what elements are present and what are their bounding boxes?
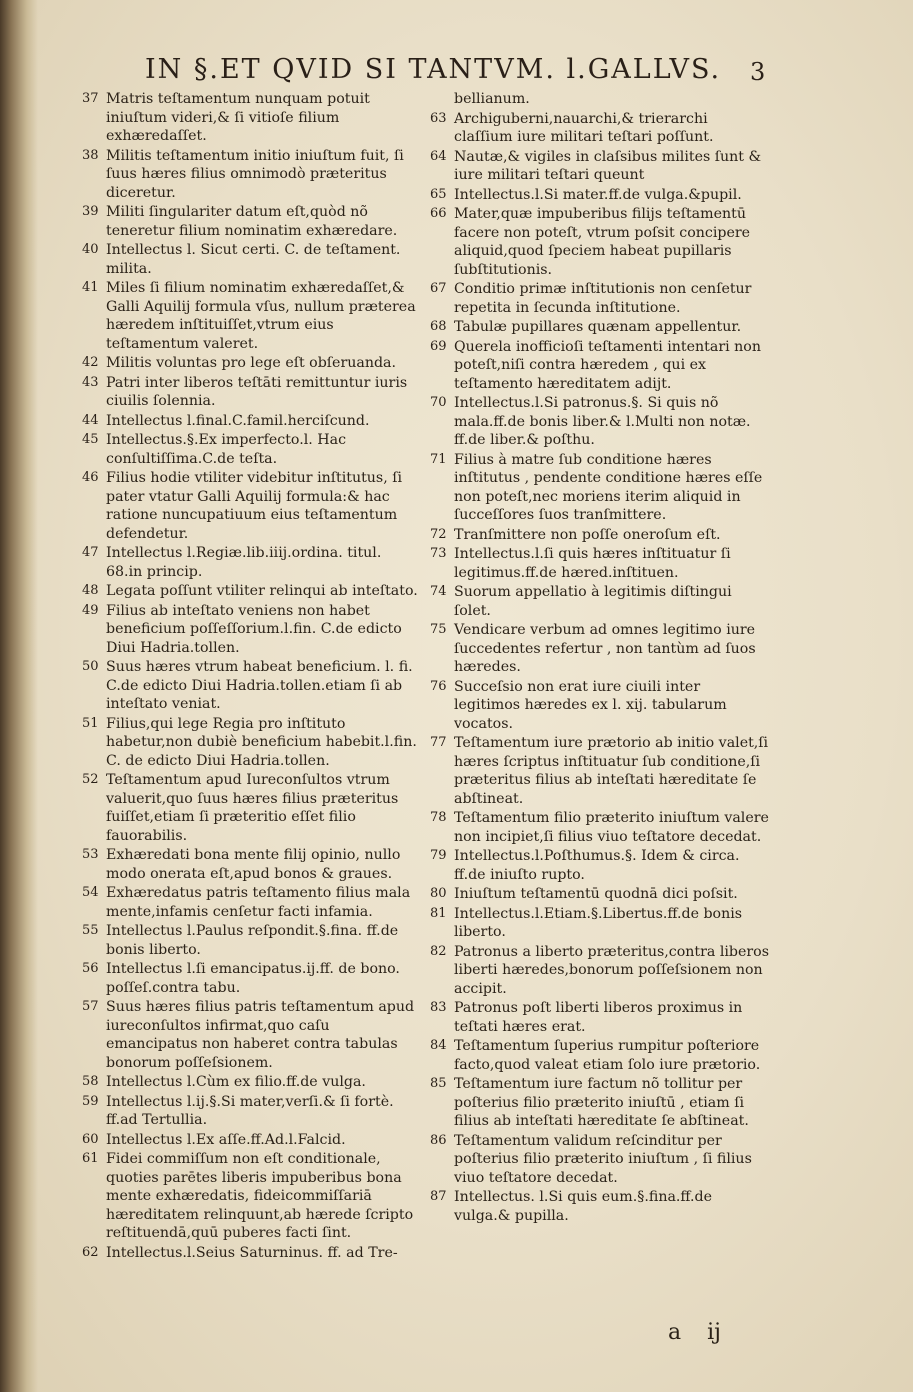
index-entry <box>430 1037 770 1074</box>
entry-number: 59 <box>82 1093 99 1109</box>
index-entry <box>430 734 770 808</box>
entry-number: 80 <box>430 886 447 901</box>
entry-number: 65 <box>430 186 447 202</box>
entry-text: Intellectus l.ſi emancipatus.ij.ff. de bono. poſſeſ.contra tabu. <box>106 961 400 996</box>
entry-number: 73 <box>430 546 447 561</box>
entry-text: Intellectus.l.Si mater.ff.de vulga.&pupil. <box>454 186 742 203</box>
index-entry <box>82 771 420 845</box>
entry-number: 50 <box>82 659 99 674</box>
entry-number: 54 <box>82 885 99 900</box>
entry-text: Tabulæ pupillares quænam appellentur. <box>454 319 742 335</box>
index-entry <box>82 147 420 203</box>
entry-number: 85 <box>430 1076 447 1091</box>
entry-number: 53 <box>82 847 99 862</box>
signature-mark <box>668 1320 747 1345</box>
index-entry <box>430 394 770 450</box>
signature-letter: a <box>668 1320 682 1345</box>
entry-text: Militi ſingulariter datum eſt,quòd nõ teneretur filium nominatim exhæredare. <box>106 204 398 239</box>
index-entry <box>82 846 420 883</box>
index-entry <box>82 1244 420 1263</box>
entry-number: 56 <box>82 961 99 976</box>
index-entry <box>430 186 770 205</box>
entry-text: Teſtamentum ſuperius rumpitur poſteriore facto,quod valeat etiam ſolo iure prætorio. <box>454 1038 761 1073</box>
entry-number: 76 <box>430 678 447 694</box>
index-entry <box>82 354 420 373</box>
entry-number: 70 <box>430 395 447 410</box>
entry-text: Intellectus l.Paulus reſpondit.§.fina. ff.de bonis liberto. <box>106 923 399 958</box>
index-entry <box>430 148 770 185</box>
entry-text: Teſtamentum validum reſcinditur per poſterius filio præterito iniuſtum , ſi filius viuo teſtatore decedat. <box>454 1132 752 1186</box>
entry-number: 39 <box>82 204 99 219</box>
running-header: IN §.ET QVID SI TANTVM. l.GALLVS. <box>145 54 722 85</box>
index-entry <box>82 960 420 997</box>
entry-number: 41 <box>82 280 99 295</box>
entry-number: 43 <box>82 374 99 390</box>
entry-text: Patronus poſt liberti liberos proximus in teſtati hæres erat. <box>454 1000 743 1035</box>
entry-number: 45 <box>82 432 99 447</box>
entry-text: Miles ſi filium nominatim exhæredaſſet,& Galli Aquilij formula vſus, nullum præterea hæredem inſtituiſſet,vtrum eius teſtamentum valeret. <box>106 280 416 352</box>
entry-number: 75 <box>430 622 447 637</box>
index-entry <box>430 1132 770 1188</box>
entry-number: 58 <box>82 1074 99 1089</box>
index-entry <box>82 412 420 431</box>
index-entry <box>82 374 420 411</box>
entry-number: 37 <box>82 91 99 106</box>
entry-text: Intellectus l.final.C.famil.herciſcund. <box>106 412 370 429</box>
entry-text: Teſtamentum iure factum nõ tollitur per poſterius filio præterito iniuſtū , etiam ſi filius ab inteſtati hæreditate ſe abſtineat. <box>454 1076 749 1129</box>
entry-number: 71 <box>430 451 447 467</box>
entry-text: Teſtamentum apud Iureconſultos vtrum valuerit,quo ſuus hæres filius præteritus fuiſſet,etiam ſi præteritio eſſet filio fauorabilis. <box>106 772 399 844</box>
entry-text: Intellectus l.Ex aſſe.ff.Ad.l.Falcid. <box>106 1131 346 1148</box>
entry-number: 79 <box>430 848 447 863</box>
entry-text: Filius à matre ſub conditione hæres inſtitutus , pendente conditione hæres eſſe non poteſt,nec moriens iterim aliquid in ſucceſſores ſuos tranſmittere. <box>454 451 763 523</box>
entry-number: 86 <box>430 1132 447 1148</box>
index-entry <box>430 678 770 734</box>
index-entry <box>430 943 770 999</box>
index-entry <box>82 1093 420 1130</box>
entry-number: 63 <box>430 110 447 126</box>
index-entry <box>82 998 420 1072</box>
entry-text: Vendicare verbum ad omnes legitimo iure ſuccedentes refertur , non tantùm ad ſuos hæredes. <box>454 622 756 675</box>
index-entry <box>82 715 420 771</box>
entry-text: Filius,qui lege Regia pro inſtituto habetur,non dubiè beneficium habebit.l.fin. C. de edicto Diui Hadria.tollen. <box>106 715 417 769</box>
entry-text: Intellectus l.ij.§.Si mater,verſi.& ſi fortè. ff.ad Tertullia. <box>106 1093 394 1128</box>
index-entry <box>430 110 770 147</box>
entry-text: Matris teſtamentum nunquam potuit iniuſtum videri,& ſi vitioſe filium exhæredaſſet. <box>106 91 370 144</box>
entry-text: Intellectus.l.Si patronus.§. Si quis nõ mala.ff.de bonis liber.& l.Multi non notæ. ff.de liber.& poſthu. <box>454 395 751 448</box>
entry-text: Archiguberni,nauarchi,& trierarchi claſſium iure militari teſtari poſſunt. <box>454 110 714 145</box>
left-column <box>82 90 420 1263</box>
entry-number: 64 <box>430 148 447 164</box>
entry-text: Intellectus.§.Ex imperfecto.l. Hac conſultiſſima.C.de teſta. <box>106 432 347 467</box>
index-entry <box>82 469 420 543</box>
entry-text: Patri inter liberos teſtāti remittuntur iuris ciuilis ſolennia. <box>106 374 408 409</box>
index-entry <box>430 526 770 545</box>
index-entry <box>430 451 770 525</box>
index-entry <box>82 884 420 921</box>
entry-number: 52 <box>82 772 99 787</box>
index-entry <box>82 922 420 959</box>
entry-text: Patronus a liberto præteritus,contra liberos liberti hæredes,bonorum poſſeſsionem non accipit. <box>454 943 769 997</box>
right-column <box>430 90 770 1226</box>
index-entry <box>82 602 420 658</box>
index-entry <box>430 999 770 1036</box>
entry-text: Nautæ,& vigiles in claſsibus milites ſunt & iure militari teſtari queunt <box>454 148 762 183</box>
index-entry <box>430 280 770 317</box>
entry-number: 38 <box>82 147 99 163</box>
entry-text: Succeſsio non erat iure ciuili inter legitimos hæredes ex l. xij. tabularum vocatos. <box>454 678 727 732</box>
index-entry <box>82 90 420 146</box>
entry-number: 77 <box>430 735 447 750</box>
index-entry <box>430 205 770 279</box>
index-entry <box>430 583 770 620</box>
index-entry <box>430 905 770 942</box>
index-entry <box>82 658 420 714</box>
entry-number: 48 <box>82 583 99 598</box>
index-entry <box>82 203 420 240</box>
entry-text: Querela inofficioſi teſtamenti intentari non poteſt,niſi contra hæredem , qui ex teſtamento hæreditatem adijt. <box>454 338 761 392</box>
entry-number: 67 <box>430 281 447 296</box>
entry-number: 78 <box>430 810 447 825</box>
entry-text: Suus hæres vtrum habeat beneficium. l. fi. C.de edicto Diui Hadria.tollen.etiam ſi ab inteſtato veniat. <box>106 659 413 712</box>
entry-text: Militis voluntas pro lege eſt obſeruanda. <box>106 355 397 371</box>
entry-text: Conditio primæ inſtitutionis non cenſetur repetita in ſecunda inſtitutione. <box>454 281 752 316</box>
entry-text: Intellectus. l.Si quis eum.§.fina.ff.de vulga.& pupilla. <box>454 1189 712 1224</box>
entry-number: 83 <box>430 1000 447 1015</box>
entry-number: 69 <box>430 338 447 354</box>
entry-text: Exhæredatus patris teſtamento filius mala mente,infamis cenſetur facti infamia. <box>106 885 411 920</box>
entry-text: Mater,quæ impuberibus filijs teſtamentū facere non poteſt, vtrum poſsit concipere aliquid,quod ſpeciem habeat pupillaris ſubſtitutionis. <box>454 206 751 278</box>
index-entry <box>430 621 770 677</box>
index-entry <box>430 809 770 846</box>
entry-number: 72 <box>430 526 447 542</box>
entry-number: 60 <box>82 1131 99 1147</box>
entry-number: 87 <box>430 1189 447 1204</box>
index-entry <box>82 241 420 278</box>
folio-number: 3 <box>750 58 766 86</box>
index-entry <box>82 431 420 468</box>
entry-number: 44 <box>82 412 99 428</box>
index-entry <box>82 1131 420 1150</box>
entry-number: 46 <box>82 470 99 485</box>
entry-number: 84 <box>430 1038 447 1053</box>
entry-text: Suus hæres filius patris teſtamentum apud iureconſultos infirmat,quo caſu emancipatus non haberet contra tabulas bonorum poſſeſsionem. <box>106 999 415 1071</box>
entry-number: 74 <box>430 584 447 599</box>
index-entry <box>430 1188 770 1225</box>
binding-gutter <box>0 0 38 1392</box>
signature-leaf: ij <box>707 1320 721 1345</box>
entry-text: Suorum appellatio à legitimis diſtingui ſolet. <box>454 584 732 619</box>
index-entry <box>430 1075 770 1131</box>
entry-text: Intellectus l.Regiæ.lib.iiij.ordina. titul. 68.in princip. <box>106 545 382 580</box>
index-entry <box>430 318 770 337</box>
entry-number: 57 <box>82 999 99 1014</box>
entry-text: Intellectus.l.Poſthumus.§. Idem & circa. ff.de iniuſto rupto. <box>454 848 740 883</box>
entry-text: Filius ab inteſtato veniens non habet beneficium poſſeſſorium.l.fin. C.de edicto Diui Hadria.tollen. <box>106 602 402 656</box>
index-entry <box>430 885 770 904</box>
entry-text: Intellectus.l.ſi quis hæres inſtituatur ſi legitimus.ff.de hæred.inſtituen. <box>454 546 731 581</box>
entry-text: Tranſmittere non poſſe oneroſum eſt. <box>454 526 721 543</box>
entry-text: Filius hodie vtiliter videbitur inſtitutus, ſi pater vtatur Galli Aquilij formula:& hac ratione nuncupatiuum eius teſtamentum defendetur. <box>106 470 403 542</box>
entry-text: Intellectus l.Cùm ex filio.ff.de vulga. <box>106 1074 366 1090</box>
index-entry <box>82 1150 420 1243</box>
entry-number: 62 <box>82 1244 99 1260</box>
entry-number: 55 <box>82 923 99 938</box>
entry-text: Teſtamentum iure prætorio ab initio valet,ſi hæres ſcriptus inſtituatur ſub conditione,ſi præteritus filius ab inteſtati hæreditate ſe abſtineat. <box>454 735 769 807</box>
entry-number: 61 <box>82 1151 99 1166</box>
index-entry <box>82 544 420 581</box>
index-entry <box>430 90 770 109</box>
entry-text: Intellectus.l.Seius Saturninus. ff. ad Tre- <box>106 1244 398 1261</box>
index-entry <box>430 847 770 884</box>
entry-number: 68 <box>430 319 447 334</box>
entry-text: Teſtamentum filio præterito iniuſtum valere non incipiet,ſi filius viuo teſtatore decedat. <box>454 810 769 845</box>
index-entry <box>82 582 420 601</box>
entry-text: Legata poſſunt vtiliter relinqui ab inteſtato. <box>106 583 418 599</box>
index-entry <box>82 1073 420 1092</box>
entry-number: 66 <box>430 206 447 221</box>
entry-text: Intellectus.l.Etiam.§.Libertus.ff.de bonis liberto. <box>454 905 743 940</box>
entry-number: 42 <box>82 355 99 370</box>
index-entry <box>82 279 420 353</box>
entry-number: 82 <box>430 943 447 959</box>
entry-text: Iniuſtum teſtamentū quodnā dici poſsit. <box>454 886 738 902</box>
entry-number: 47 <box>82 545 99 560</box>
index-entry <box>430 338 770 394</box>
entry-text: Militis teſtamentum initio iniuſtum fuit, ſi ſuus hæres filius omnimodò præteritus diceretur. <box>106 147 404 201</box>
entry-number: 40 <box>82 242 99 257</box>
entry-number: 81 <box>430 905 447 921</box>
entry-text: Exhæredati bona mente filij opinio, nullo modo onerata eſt,apud bonos & graues. <box>106 847 401 882</box>
index-entry <box>430 545 770 582</box>
entry-text: Fidei commiſſum non eſt conditionale, quoties parētes liberis impuberibus bona mente exhæredatis, fideicommiſſariā hæreditatem relinquunt,ab hærede ſcripto reſtituendā,quū puberes facti ſint. <box>106 1151 414 1241</box>
entry-number: 49 <box>82 602 99 618</box>
entry-text: Intellectus l. Sicut certi. C. de teſtament. milita. <box>106 242 401 277</box>
entry-text: bellianum. <box>454 91 530 107</box>
entry-number: 51 <box>82 715 99 731</box>
